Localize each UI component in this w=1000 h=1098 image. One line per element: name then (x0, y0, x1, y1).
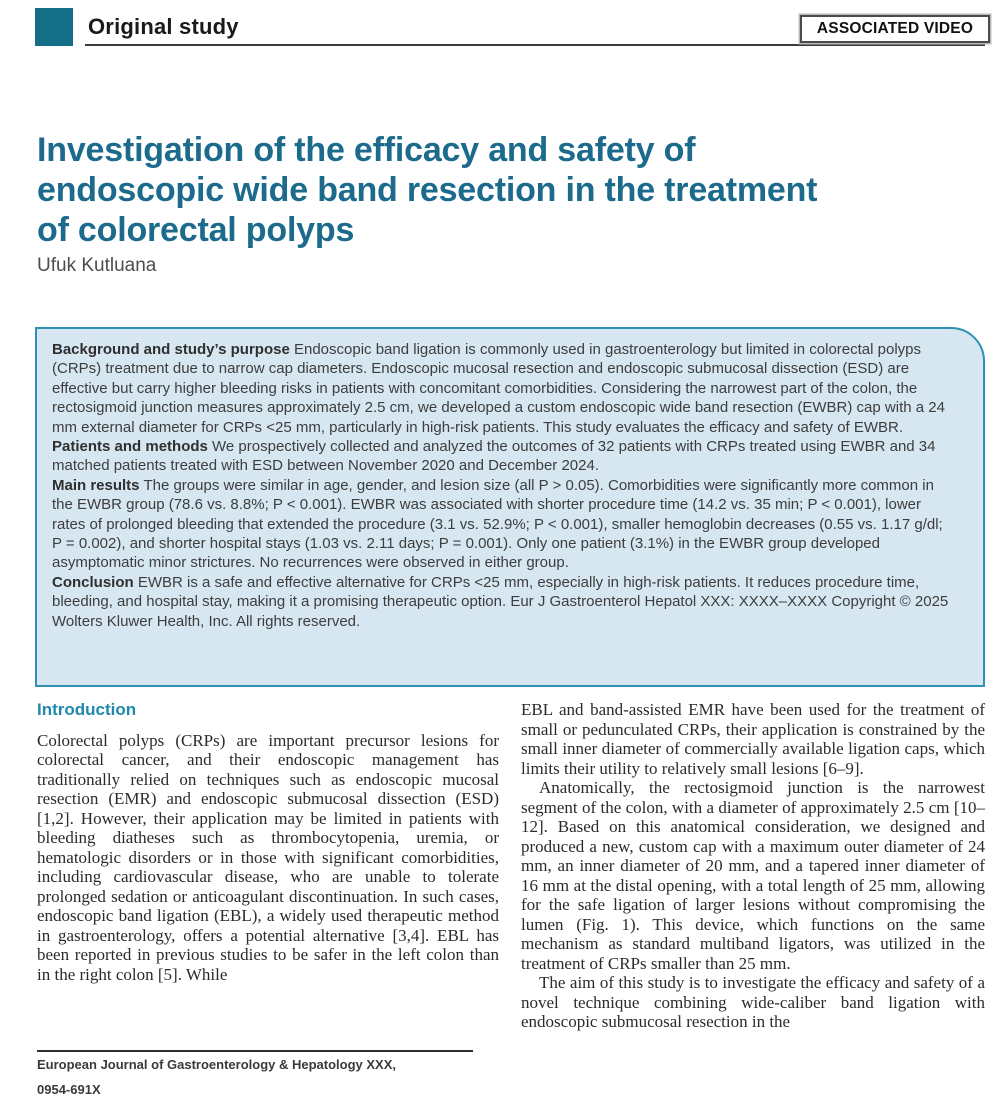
abstract-main-results-label: Main results (52, 476, 140, 494)
abstract-background-label: Background and study’s purpose (52, 341, 290, 358)
author-name: Ufuk Kutluana (37, 255, 157, 276)
introduction-paragraph: The aim of this study is to investigate the efficacy and safety of a novel technique combining wide-caliber band ligation with endoscopic submucosal resection in the (521, 973, 985, 1031)
introduction-paragraph: EBL and band-assisted EMR have been used for the treatment of small or pedunculated CRPs, their application is constrained by the small inner diameter of commercially available ligation caps, which limits their utility to relatively small lesions [6–9]. (521, 700, 985, 778)
abstract-patients-methods-label: Patients and methods (52, 438, 208, 456)
journal-footer (37, 1050, 473, 1098)
page-title-line: endoscopic wide band resection in the treatment (37, 171, 818, 209)
abstract-conclusion: Conclusion EWBR is a safe and effective alternative for CRPs <25 mm, especially in high-risk patients. It reduces procedure time, bleeding, and hospital stay, making it a promising therapeutic option. Eur J Gastroenterol Hepatol XXX: XXXX–XXXX Copyright © 2025 Wolters Kluwer Health, Inc. All rights reserved. (52, 573, 949, 630)
abstract-conclusion-label: Conclusion (52, 573, 134, 591)
header-divider (85, 44, 985, 46)
associated-video-badge[interactable] (800, 15, 990, 43)
introduction-paragraph: Colorectal polyps (CRPs) are important precursor lesions for colorectal cancer, and their endoscopic management has traditionally relied on techniques such as endoscopic mucosal resection (EMR) and endoscopic submucosal dissection (ESD) [1,2]. However, their application may be limited in patients with bleeding diatheses such as thrombocytopenia, uremia, or hematologic disorders or in those with significant comorbidities, including cardiovascular disease, who are unable to tolerate prolonged sedation or anticoagulant discontinuation. In such cases, endoscopic band ligation (EBL), a widely used therapeutic method in gastroenterology, offers a potential alternative [3,4]. EBL has been reported in previous studies to be safer in the left colon than in the right colon [5]. While (37, 730, 499, 984)
introduction-paragraph: Anatomically, the rectosigmoid junction is the narrowest segment of the colon, with a diameter of approximately 2.5 cm [10–12]. Based on this anatomical consideration, we designed and produced a new, custom cap with a maximum outer diameter of 24 mm, an inner diameter of 20 mm, and a tapered inner diameter of 16 mm at the distal opening, with a total length of 25 mm, allowing for the safe ligation of larger lesions without compromising the lumen (Fig. 1). This device, which functions on the same mechanism as standard multiband ligators, was utilized in the treatment of CRPs smaller than 25 mm. (521, 778, 985, 973)
associated-video-badge-label: ASSOCIATED VIDEO (816, 20, 974, 37)
journal-footer-citation: European Journal of Gastroenterology & Hepatology XXX, (37, 1057, 396, 1072)
page-title-line: of colorectal polyps (37, 211, 355, 249)
introduction-heading: Introduction (37, 700, 137, 719)
abstract-box (35, 327, 985, 687)
body-column-right (521, 700, 985, 1032)
article-category-label: Original study (88, 14, 239, 39)
page-title (37, 130, 977, 250)
abstract-background: Background and study’s purpose Endoscopic band ligation is commonly used in gastroenterology but limited in colorectal polyps (CRPs) treatment due to narrow cap diameters. Endoscopic mucosal resection and endoscopic submucosal dissection (ESD) are effective but carry higher bleeding risks in patients with concomitant comorbidities. Considering the narrowest part of the colon, the rectosigmoid junction measures approximately 2.5 cm, we developed a custom endoscopic wide band resection (EWBR) cap with a 24 mm external diameter for CRPs <25 mm, particularly in high-risk patients. This study evaluates the efficacy and safety of EWBR. (52, 341, 945, 436)
journal-footer-issn: 0954-691X (37, 1082, 101, 1097)
page-title-line: Investigation of the efficacy and safety of (37, 131, 696, 169)
journal-brand-square (35, 8, 73, 46)
abstract-patients-methods: Patients and methods We prospectively collected and analyzed the outcomes of 32 patients with CRPs treated using EWBR and 34 matched patients treated with ESD between November 2020 and December 2024. (52, 438, 936, 475)
abstract-main-results: Main results The groups were similar in age, gender, and lesion size (all P > 0.05). Comorbidities were significantly more common in the EWBR group (78.6 vs. 8.8%; P < 0.001). EWBR was associated with shorter procedure time (14.2 vs. 35 min; P < 0.001), lower rates of prolonged bleeding that extended the procedure (3.1 vs. 52.9%; P < 0.001), smaller hemoglobin decreases (0.55 vs. 1.17 g/dl; P = 0.002), and shorter hospital stays (1.03 vs. 2.11 days; P = 0.001). Only one patient (3.1%) in the EWBR group developed asymptomatic minor strictures. No recurrences were observed in either group. (52, 476, 943, 572)
body-column-left (37, 700, 499, 984)
